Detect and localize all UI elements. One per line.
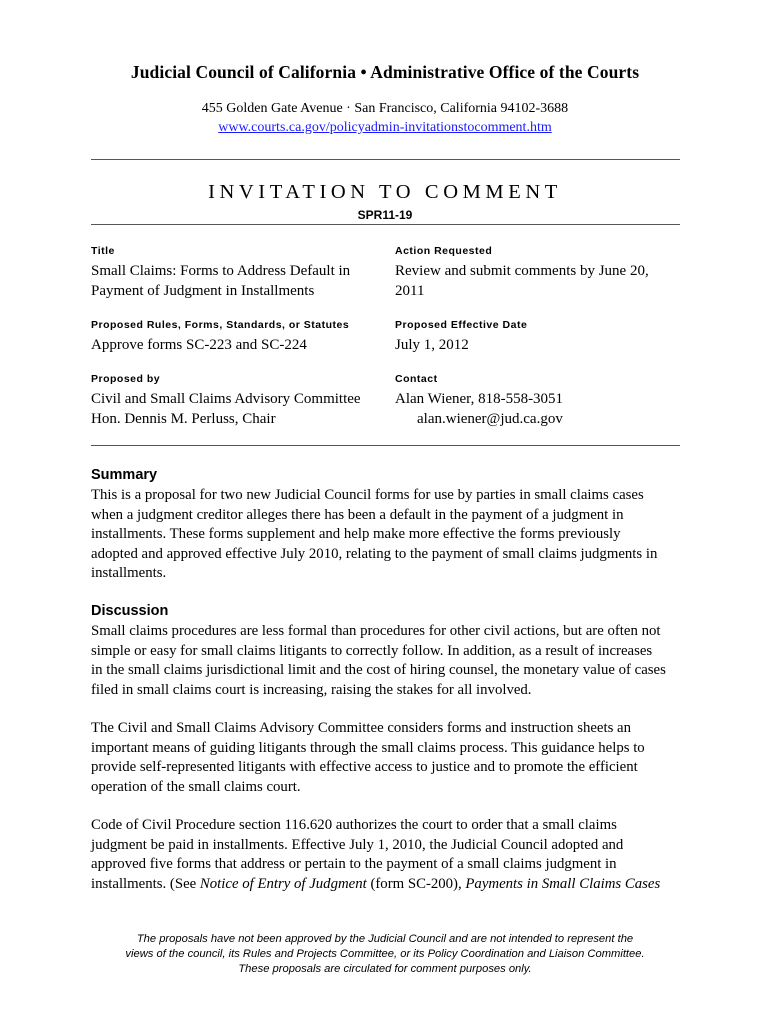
action-requested-value: Review and submit comments by June 20, 2011 [395, 263, 649, 299]
invitations-link[interactable]: www.courts.ca.gov/policyadmin-invitationstocomment.htm [218, 120, 552, 135]
divider [91, 445, 680, 446]
proposed-by-label: Proposed by [91, 373, 161, 385]
form-title-italic: Notice of Entry of Judgment [199, 875, 367, 892]
action-requested-label: Action Requested [395, 245, 493, 257]
document-code: SPR11-19 [357, 208, 413, 222]
url-line [0, 120, 770, 136]
summary-text: This is a proposal for two new Judicial Council forms for use by parties in small claims cases when a judgment creditor alleges there has been a default in the payment of a judgment in installments. These forms supplement and help make more effective the forms previously adopted and approved effective July 2010, relating to the payment of small claims judgments in installments. [91, 487, 658, 581]
divider [91, 159, 680, 160]
document-title: INVITATION TO COMMENT [208, 181, 562, 203]
proposed-by-value: Civil and Small Claims Advisory Committee Hon. Dennis M. Perluss, Chair [91, 391, 361, 427]
address-line: 455 Golden Gate Avenue · San Francisco, California 94102-3688 [201, 101, 569, 116]
disclaimer-footer: The proposals have not been approved by the Judicial Council and are not intended to represent the views of the council, its Rules and Projects Committee, or its Policy Coordination and Liaison Committee. These proposals are circulated for comment purposes only. [125, 933, 645, 975]
divider [91, 224, 680, 225]
discussion-paragraph: The Civil and Small Claims Advisory Committee considers forms and instruction sheets an important means of guiding litigants through the small claims process. This guidance helps to provide self-represented litigants with effective access to justice and to promote the efficient operation of the small claims court. [91, 720, 645, 795]
contact-value: Alan Wiener, 818-558-3051 alan.wiener@jud.ca.gov [395, 391, 564, 427]
form-title-italic: Payments in Small Claims Cases [465, 875, 661, 892]
discussion-paragraph: Small claims procedures are less formal than procedures for other civil actions, but are often not simple or easy for small claims litigants to correctly follow. In addition, as a result of increases in the small claims jurisdictional limit and the cost of hiring counsel, the monetary value of cases filed in small claims court is increasing, raising the stakes for all involved. [91, 623, 666, 698]
effective-date-label: Proposed Effective Date [395, 319, 528, 331]
title-label: Title [91, 245, 115, 257]
summary-heading: Summary [91, 467, 158, 483]
discussion-heading: Discussion [91, 603, 169, 619]
title-value: Small Claims: Forms to Address Default in Payment of Judgment in Installments [91, 263, 351, 299]
effective-date-value: July 1, 2012 [395, 337, 469, 353]
proposed-rules-label: Proposed Rules, Forms, Standards, or Statutes [91, 319, 350, 331]
proposed-rules-value: Approve forms SC-223 and SC-224 [91, 337, 307, 353]
contact-label: Contact [395, 373, 438, 385]
discussion-paragraph: Code of Civil Procedure section 116.620 authorizes the court to order that a small claims judgment be paid in installments. Effective July 1, 2010, the Judicial Council adopted and approved five forms that address or pertain to the payment of a small claims judgment in installments. (See Notice of Entry of Judgment (form SC-200), Payments in Small Claims Cases [91, 817, 661, 892]
organization-header: Judicial Council of California • Administrative Office of the Courts [130, 62, 640, 82]
